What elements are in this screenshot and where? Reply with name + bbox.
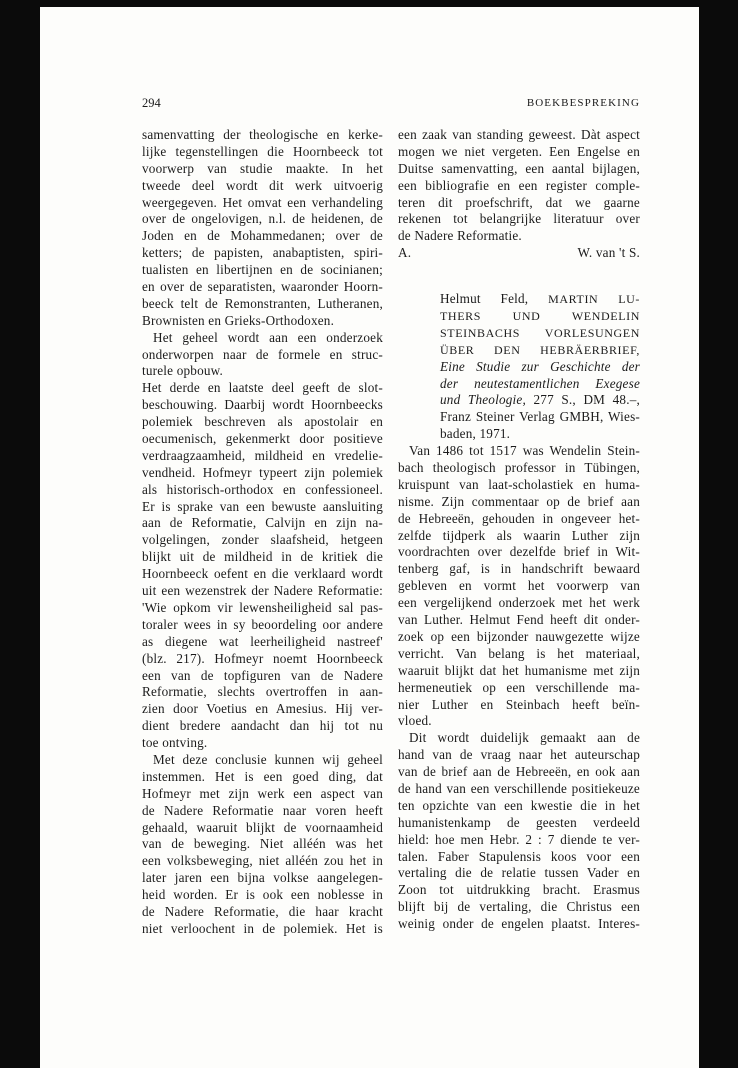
text-line-content: Er is sprake van een bewuste aansluiting [142, 498, 383, 514]
citation-line-content [440, 392, 640, 407]
text-line [398, 528, 640, 545]
text-line-content: nier Luther en Steinbach heeft beïn- [398, 696, 640, 712]
text-line-content: heid worden. Er is ook een noblesse in [142, 887, 383, 903]
text-line [142, 245, 383, 262]
text-line-content: beeck telt de Remonstranten, Lutheranen, [142, 295, 383, 311]
text-line-content: Dit wordt duidelijk gemaakt aan de [409, 730, 640, 746]
text-line [398, 494, 640, 511]
text-line-content: Van 1486 tot 1517 was Wendelin Stein- [409, 443, 640, 459]
text-line [142, 465, 383, 482]
text-line-content: Met deze conclusie kunnen wij geheel [153, 751, 383, 767]
text-line-content: tweede deel wordt dit werk uitvoerig [142, 177, 383, 193]
text-line-content: volgelingen, zonder slaafsheid, hetgeen [142, 532, 383, 548]
text-line [142, 515, 383, 532]
text-line-content: bach theologisch professor in Tübingen, [398, 460, 640, 476]
book-author: Helmut Feld, [440, 291, 529, 307]
text-line [398, 781, 640, 798]
paragraph [142, 752, 383, 938]
citation-line [440, 376, 640, 393]
text-line [142, 803, 383, 820]
reviewer-name: W. van 't S. [577, 245, 640, 261]
text-line [398, 697, 640, 714]
text-line [142, 600, 383, 617]
text-line-content: de Hebreeën, gehouden in ongeveer het- [398, 510, 640, 526]
text-line [142, 532, 383, 549]
book-citation [440, 291, 640, 443]
text-line [398, 832, 640, 849]
text-line [142, 127, 383, 144]
text-line-content: lijke tegenstellingen die Hoornbeeck tot [142, 143, 383, 159]
page-number: 294 [142, 96, 161, 110]
text-line [142, 583, 383, 600]
signature-initial: A. [398, 245, 412, 261]
text-line-content: verricht. Van belang is het materiaal, [398, 645, 640, 661]
text-line-content: de Nadere Reformatie. [398, 228, 522, 244]
paragraph [142, 380, 383, 752]
citation-line [440, 359, 640, 376]
text-line-content: hermeneutiek op een verschillende ma- [398, 679, 640, 695]
text-line [142, 651, 383, 668]
book-subtitle: der neutestamentlichen Exegese [440, 375, 640, 391]
text-line [398, 477, 640, 494]
text-line [142, 684, 383, 701]
text-line [398, 747, 640, 764]
text-line-content: blijft bij de vertaling, die Christus een [398, 899, 640, 915]
text-line [398, 882, 640, 899]
text-line [398, 544, 640, 561]
text-line-content: instemmen. Het is een goed ding, dat [142, 768, 383, 784]
text-line [142, 634, 383, 651]
book-details: 277 S., DM 48.–, [533, 392, 640, 408]
text-line-content: 'Wie opkom vir lewensheiligheid sal pas- [142, 599, 383, 615]
text-line [142, 330, 383, 347]
text-line [398, 178, 640, 195]
citation-line [440, 426, 640, 443]
citation-line [440, 342, 640, 359]
text-line-content: aan de Reformatie, Calvijn en zijn na- [142, 515, 383, 531]
text-line [142, 735, 383, 752]
text-line-content: niet verloochent in de polemiek. Het is [142, 920, 383, 936]
text-line [142, 499, 383, 516]
paragraph [398, 730, 640, 933]
citation-line [440, 392, 640, 409]
text-line [142, 195, 383, 212]
text-line-content: hield: hoe men Hebr. 2 : 7 diende te ver- [398, 831, 640, 847]
text-line-content: van de brief aan de Hebreeën, en ook aan [398, 764, 640, 780]
text-line [398, 865, 640, 882]
citation-line [440, 308, 640, 325]
text-line [398, 195, 640, 212]
scan-border-left [0, 0, 40, 1068]
text-line-content: nisme. Zijn commentaar op de brief aan [398, 493, 640, 509]
text-line [398, 815, 640, 832]
text-line [142, 921, 383, 938]
text-line-content: talen. Faber Stapulensis koos voor een [398, 848, 640, 864]
text-line [398, 161, 640, 178]
text-line-content: gehaald, waaruit blijkt de voornaamheid [142, 819, 383, 835]
citation-line [440, 325, 640, 342]
text-line-content: Hoornbeeck oefent en die verklaard wordt [142, 566, 383, 582]
text-line-content: zien door Voetius en Amesius. Hij ver- [142, 701, 383, 717]
text-line [142, 161, 383, 178]
citation-line-content [440, 291, 640, 306]
text-line-content: over de ongelovigen, n.l. de heidenen, de [142, 211, 383, 227]
book-subtitle: Eine Studie zur Geschichte der [440, 358, 640, 374]
text-line-content: turele opbouw. [142, 363, 224, 379]
text-line-content: vloed. [398, 713, 432, 729]
text-line [398, 127, 640, 144]
text-line-content: een zaak van standing geweest. Dàt aspect [398, 127, 640, 142]
text-line [398, 228, 640, 245]
text-line-content: dient bredere aandacht dan hij tot nu [142, 718, 383, 734]
text-line [142, 566, 383, 583]
citation-line [440, 409, 640, 426]
text-line [398, 144, 640, 161]
text-line [142, 431, 383, 448]
text-line-content: Joden en de Mohammedanen; over de [142, 228, 383, 244]
text-line [142, 144, 383, 161]
text-line [142, 752, 383, 769]
text-line-content: waaruit blijkt dat het humanisme met zijn [398, 662, 640, 678]
text-line-content: ten opzichte van een kwestie die in het [398, 797, 640, 813]
book-publisher: baden, 1971. [440, 426, 511, 442]
text-line [142, 313, 383, 330]
text-line [142, 178, 383, 195]
text-line [142, 414, 383, 431]
text-line-content: uit een wezenstrek der Nadere Reformatie: [142, 583, 383, 599]
text-line-content: polemiek beschreven als apostolair en [142, 414, 383, 430]
text-line-content: de hand van een verschillende positiekeuze [398, 780, 640, 796]
book-title: MARTIN LU- [548, 292, 640, 307]
text-line [398, 578, 640, 595]
text-line [142, 668, 383, 685]
text-line [398, 899, 640, 916]
text-line-content: Hofmeyr met zijn werk een aspect van [142, 785, 383, 801]
text-line [398, 764, 640, 781]
book-subtitle: und Theologie, [440, 392, 526, 408]
text-line-content: als historisch-orthodox en confessioneel. [142, 481, 383, 497]
text-line-content: (blz. 217). Hofmeyr noemt Hoornbeeck [142, 650, 383, 666]
text-line [398, 211, 640, 228]
scan-border-top [0, 0, 738, 7]
section-title: BOEKBESPREKING [526, 97, 640, 109]
text-line-content: gebleven en vormt het voorwerp van [398, 578, 640, 594]
text-line [142, 448, 383, 465]
text-line-content: zoek op een bijzonder nauwgezette wijze [398, 628, 640, 644]
text-line [398, 916, 640, 933]
text-line [398, 663, 640, 680]
text-line-content: beschouwing. Daarbij wordt Hoornbeecks [142, 397, 383, 413]
text-line [142, 820, 383, 837]
text-line [142, 904, 383, 921]
text-line [142, 836, 383, 853]
text-line-content: hand van de vraag naar het auteurschap [398, 747, 640, 763]
text-line-content: humanistenkamp de geesten verdeeld [398, 814, 640, 830]
text-line [398, 460, 640, 477]
text-line [398, 629, 640, 646]
review-signature [398, 245, 640, 262]
text-line [398, 443, 640, 460]
text-line [142, 397, 383, 414]
text-line [142, 617, 383, 634]
text-line [398, 561, 640, 578]
text-line [142, 853, 383, 870]
text-line-content: kruispunt van laat-scholastiek en huma- [398, 476, 640, 492]
text-line-content: oecumenisch, gekenmerkt door positieve [142, 431, 383, 447]
text-line-content: voordrachten over dezelfde brief in Wit- [398, 544, 640, 560]
text-line [142, 718, 383, 735]
text-line-content: van de beweging. Niet alléén was het [142, 836, 383, 852]
book-title: ÜBER DEN HEBRÄERBRIEF, [440, 342, 640, 357]
text-line-content: voorwerp van studie maakte. In het [142, 160, 383, 176]
text-line [398, 595, 640, 612]
right-column [398, 127, 640, 933]
text-line-content: ketters; de papisten, anabaptisten, spiri- [142, 245, 383, 261]
text-line-content: blijkt uit de mildheid in de kritiek die [142, 549, 383, 565]
text-line-content: tenberg gaf, is in handschrift bewaard [398, 561, 640, 577]
text-line-content: Reformatie, slechts overtroffen in aan- [142, 684, 383, 700]
text-line [398, 730, 640, 747]
text-line [142, 347, 383, 364]
text-line-content: vertaling die de relatie tussen Vader en [398, 865, 640, 881]
text-line-content: een bibliografie en een register comple- [398, 177, 640, 193]
text-line-content: onderworpen naar de formele en struc- [142, 346, 383, 362]
text-line-content: later jaren een bijna volkse aangelegen- [142, 870, 383, 886]
text-line [142, 380, 383, 397]
text-line-content: een vergelijkend onderzoek met het werk [398, 595, 640, 611]
text-line [142, 262, 383, 279]
text-line-content: zelfde tijdperk als waarin Luther zijn [398, 527, 640, 543]
text-line [398, 798, 640, 815]
text-line-content: en over de separatisten, waaronder Hoorn- [142, 279, 383, 295]
text-line-content: verdraagzaamheid, mildheid en vredelie- [142, 447, 383, 463]
running-header [142, 95, 640, 111]
text-line [142, 549, 383, 566]
paragraph [398, 127, 640, 245]
book-title: STEINBACHS VORLESUNGEN [440, 325, 640, 340]
text-line [142, 887, 383, 904]
text-line-content: Zoon tot uitdrukking bracht. Erasmus [398, 882, 640, 898]
text-line-content: een van de topfiguren van de Nadere [142, 667, 383, 683]
text-line [142, 769, 383, 786]
text-line-content: tualisten en libertijnen en de socinianen; [142, 262, 383, 278]
text-line [398, 849, 640, 866]
text-line-content: van Luther. Helmut Fend heeft dit onder- [398, 612, 640, 628]
text-line-content: Brownisten en Grieks-Orthodoxen. [142, 312, 335, 328]
text-line [398, 646, 640, 663]
text-line [398, 612, 640, 629]
text-line-content: Het derde en laatste deel geeft de slot- [142, 380, 383, 396]
paragraph [142, 330, 383, 381]
text-line [142, 363, 383, 380]
text-line-content: weergegeven. Het omvat een verhandeling [142, 194, 383, 210]
text-line [142, 296, 383, 313]
paragraph [142, 127, 383, 330]
text-line-content: toe ontving. [142, 735, 208, 751]
text-line [398, 680, 640, 697]
text-line-content: Het geheel wordt aan een onderzoek [153, 329, 383, 345]
text-line-content: samenvatting der theologische en kerke- [142, 127, 383, 142]
text-line-content: weinig onder de engelen plaatst. Interes- [398, 916, 640, 932]
text-line-content: mogen we niet vergeten. Een Engelse en [398, 143, 640, 159]
text-line-content: de Nadere Reformatie naar voren heeft [142, 802, 383, 818]
left-column [142, 127, 383, 938]
paragraph [398, 443, 640, 730]
text-line [142, 870, 383, 887]
text-line-content: as diegene wat leerheiligheid nastreef' [142, 633, 383, 649]
text-line [142, 786, 383, 803]
text-line-content: rekenen tot belangrijke literatuur over [398, 211, 640, 227]
text-line-content: Duitse samenvatting, een aantal bijlagen, [398, 160, 640, 176]
text-line [142, 482, 383, 499]
text-line [142, 228, 383, 245]
book-publisher: Franz Steiner Verlag GMBH, Wies- [440, 409, 640, 425]
text-line-content: de Nadere Reformatie, die haar kracht [142, 903, 383, 919]
book-title: THERS UND WENDELIN [440, 309, 640, 324]
scan-border-right [699, 0, 738, 1068]
text-line-content: een volksbeweging, niet alléén zou het in [142, 853, 383, 869]
text-line-content: vendheid. Hofmeyr typeert zijn polemiek [142, 464, 383, 480]
text-line-content: teren dit proefschrift, dat we gaarne [398, 194, 640, 210]
text-line [398, 713, 640, 730]
citation-line [440, 291, 640, 308]
text-line-content: toraler wees in sy beoordeling oor andere [142, 616, 383, 632]
text-line [142, 701, 383, 718]
text-line [398, 511, 640, 528]
text-line [142, 211, 383, 228]
text-line [142, 279, 383, 296]
